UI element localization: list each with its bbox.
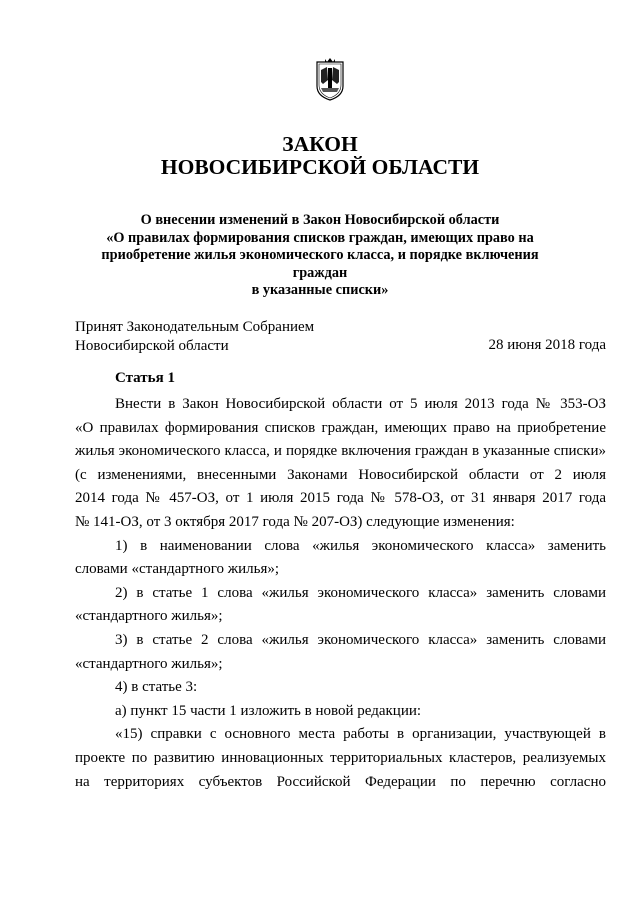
- adoption-line: Принят Законодательным Собранием: [75, 319, 315, 335]
- body-line: 3) в статье 2 слова «жилья экономического класса» заменить словами: [115, 631, 606, 648]
- adoption-block: [75, 318, 314, 356]
- body-line: «стандартного жилья»;: [75, 608, 223, 625]
- subtitle-line: приобретение жилья экономического класса, и порядке включения граждан: [101, 247, 539, 281]
- body-line: 4) в статье 3:: [115, 679, 198, 696]
- body-line: «стандартного жилья»;: [75, 655, 223, 672]
- body-line: «15) справки с основного места работы в организации, участвующей в: [115, 726, 606, 743]
- body-line: Внести в Закон Новосибирской области от 5 июля 2013 года № 353-ОЗ: [115, 396, 606, 412]
- article-body: [75, 393, 606, 794]
- body-line: жилья экономического класса, и порядке включения граждан в указанные списки»: [75, 443, 606, 460]
- body-line: проекте по развитию инновационных территориальных кластеров, реализуемых: [75, 749, 606, 766]
- adoption-date: 28 июня 2018 года: [488, 337, 606, 353]
- body-line: а) пункт 15 части 1 изложить в новой редакции:: [115, 702, 422, 719]
- article-heading: Статья 1: [115, 370, 175, 386]
- subtitle-line: «О правилах формирования списков граждан, имеющих право на: [106, 229, 534, 246]
- region-title: НОВОСИБИРСКОЙ ОБЛАСТИ: [160, 155, 480, 179]
- body-line: на территориях субъектов Российской Федерации по перечню согласно: [75, 773, 606, 790]
- body-line: 2014 года № 457-ОЗ, от 1 июля 2015 года № 578-ОЗ, от 31 января 2017 года: [75, 490, 606, 507]
- adoption-line: Новосибирской области: [75, 338, 229, 354]
- body-line: (с изменениями, внесенными Законами Новосибирской области от 2 июля: [75, 466, 606, 483]
- body-line: словами «стандартного жилья»;: [75, 561, 280, 578]
- body-line: 2) в статье 1 слова «жилья экономического класса» заменить словами: [115, 584, 606, 601]
- law-subtitle: [75, 212, 565, 300]
- body-line: 1) в наименовании слова «жилья экономического класса» заменить: [115, 537, 606, 554]
- body-line: № 141-ОЗ, от 3 октября 2017 года № 207-ОЗ) следующие изменения:: [75, 513, 515, 530]
- body-line: «О правилах формирования списков граждан, имеющих право на приобретение: [75, 419, 606, 436]
- law-title: ЗАКОН: [282, 132, 358, 156]
- novosibirsk-coat-of-arms-icon: [315, 58, 345, 102]
- subtitle-line: О внесении изменений в Закон Новосибирской области: [140, 212, 500, 228]
- subtitle-line: в указанные списки»: [251, 282, 389, 298]
